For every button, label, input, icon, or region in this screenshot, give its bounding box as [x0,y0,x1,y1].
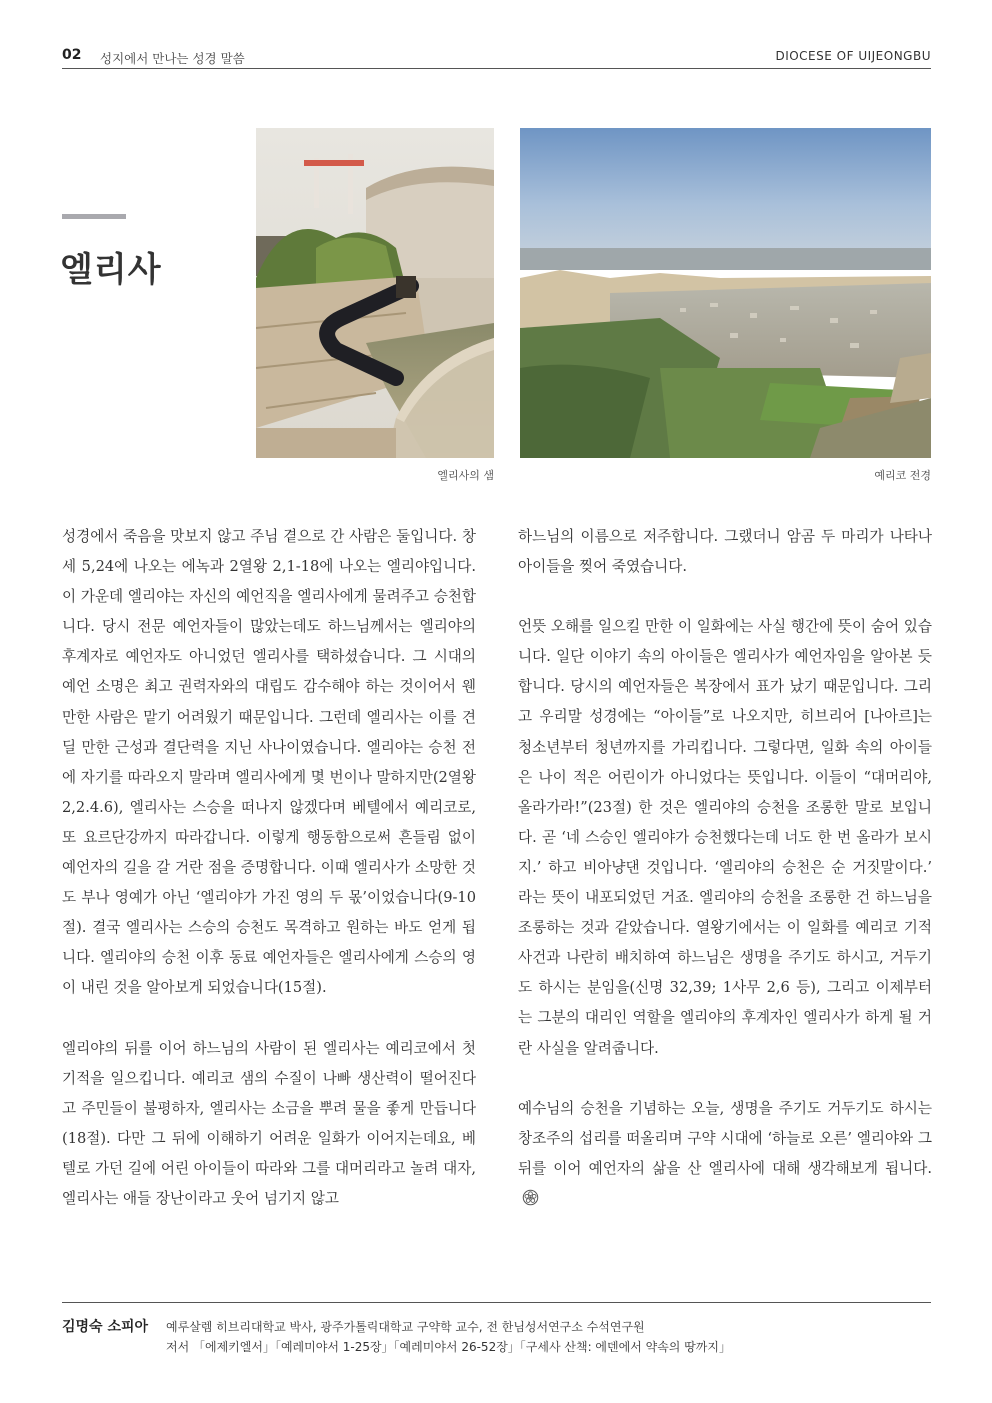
paragraph: 예수님의 승천을 기념하는 오늘, 생명을 주기도 거두기도 하시는 창조주의 섭리를 떠올리며 구약 시대에 ‘하늘로 오른’ 엘리야와 그 뒤를 이어 예언자의 삶을 산 엘리사에 대해 생각해보게 됩니다. [518,1099,932,1177]
photo-caption: 엘리사의 샘 [437,469,494,482]
author-bio-line: 예루살렘 히브리대학교 박사, 광주가톨릭대학교 구약학 교수, 전 한님성서연구소 수석연구원 [166,1320,645,1334]
diocese-label: DIOCESE OF UIJEONGBU [775,49,931,63]
article-column-left [62,522,476,1244]
paragraph: 엘리야의 뒤를 이어 하느님의 사람이 된 엘리사는 예리코에서 첫 기적을 일으킵니다. 예리코 샘의 수질이 나빠 생산력이 떨어진다고 주민들이 불평하자, 엘리사는 소금을 뿌려 물을 좋게 만듭니다(18절). 다만 그 뒤에 이해하기 어려운 일화가 이어지는데요, 베텔로 가던 길에 어린 아이들이 따라와 그를 대머리라고 놀려 대자, 엘리사는 애들 장난이라고 웃어 넘기지 않고 [62,1039,476,1207]
section-title: 성지에서 만나는 성경 말씀 [100,51,245,66]
author-books-line: 저서 「에제키엘서」「예레미야서 1-25장」「예레미야서 26-52장」「구세사 산책: 에덴에서 약속의 땅까지」 [166,1340,731,1354]
paragraph-closing [518,1094,932,1214]
paragraph: 성경에서 죽음을 맛보지 않고 주님 곁으로 간 사람은 둘입니다. 창세 5,24에 나오는 에녹과 2열왕 2,1-18에 나오는 엘리야입니다. 이 가운데 엘리야는 자신의 예언직을 엘리사에게 물려주고 승천합니다. 당시 전문 예언자들이 많았는데도 하느님께서는 엘리야의 후계자로 예언자도 아니었던 엘리사를 택하셨습니다. 그 시대의 예언 소명은 최고 권력자와의 대립도 감수해야 하는 것이어서 웬만한 사람은 맡기 어려웠기 때문입니다. 그런데 엘리사는 이를 견딜 만한 근성과 결단력을 지닌 사나이였습니다. 엘리야는 승천 전에 자기를 따라오지 말라며 엘리사에게 몇 번이나 말하지만(2열왕 2,2.4.6), 엘리사는 스승을 떠나지 않겠다며 베텔에서 예리코로, 또 요르단강까지 따라갑니다. 이렇게 행동함으로써 흔들림 없이 예언자의 길을 갈 거란 점을 증명합니다. 이때 엘리사가 소망한 것도 부나 영예가 아닌 ‘엘리야가 가진 영의 두 몫’이었습니다(9-10절). 결국 엘리사는 스승의 승천도 목격하고 원하는 바도 얻게 됩니다. 엘리야의 승천 이후 동료 예언자들은 엘리사에게 스승의 영이 내린 것을 알아보게 되었습니다(15절). [62,528,476,997]
paragraph: 언뜻 오해를 일으킬 만한 이 일화에는 사실 행간에 뜻이 숨어 있습니다. 일단 이야기 속의 아이들은 엘리사가 예언자임을 알아본 듯합니다. 당시의 예언자들은 복장에서 표가 났기 때문입니다. 그리고 우리말 성경에는 “아이들”로 나오지만, 히브리어 [나아르]는 청소년부터 청년까지를 가리킵니다. 그렇다면, 일화 속의 아이들은 나이 적은 어린이가 아니었다는 뜻입니다. 이들이 “대머리야, 올라가라!”(23절) 한 것은 엘리야의 승천을 조롱한 말로 보입니다. 곧 ‘네 스승인 엘리야가 승천했다는데 너도 한 번 올라가 보시지.’ 하고 비아냥댄 것입니다. ‘엘리야의 승천은 순 거짓말이다.’ 라는 뜻이 내포되었던 거죠. 엘리야의 승천을 조롱한 건 하느님을 조롱하는 것과 같았습니다. 열왕기에서는 이 일화를 예리코 기적 사건과 나란히 배치하여 하느님은 생명을 주기도 하시고, 거두기도 하시는 분임을(신명 32,39; 1사무 2,6 등), 그리고 이제부터는 그분의 대리인 역할을 엘리야의 후계자인 엘리사가 하게 될 거란 사실을 알려줍니다. [518,618,932,1057]
paragraph: 하느님의 이름으로 저주합니다. 그랬더니 암곰 두 마리가 나타나 아이들을 찢어 죽였습니다. [518,528,932,576]
photo-elisha-spring [256,128,494,458]
author-bio [166,1317,731,1357]
author-name: 김명숙 소피아 [62,1319,149,1335]
page-header [62,44,931,69]
article-column-right [518,522,932,1244]
footer-divider [62,1302,931,1303]
photo-caption: 예리코 전경 [874,469,931,482]
page-number: 02 [62,47,82,63]
flower-ornament-icon [522,1187,539,1204]
photo-jericho-panorama [520,128,931,458]
article-title: 엘리사 [60,250,162,290]
title-accent-bar [62,214,126,219]
